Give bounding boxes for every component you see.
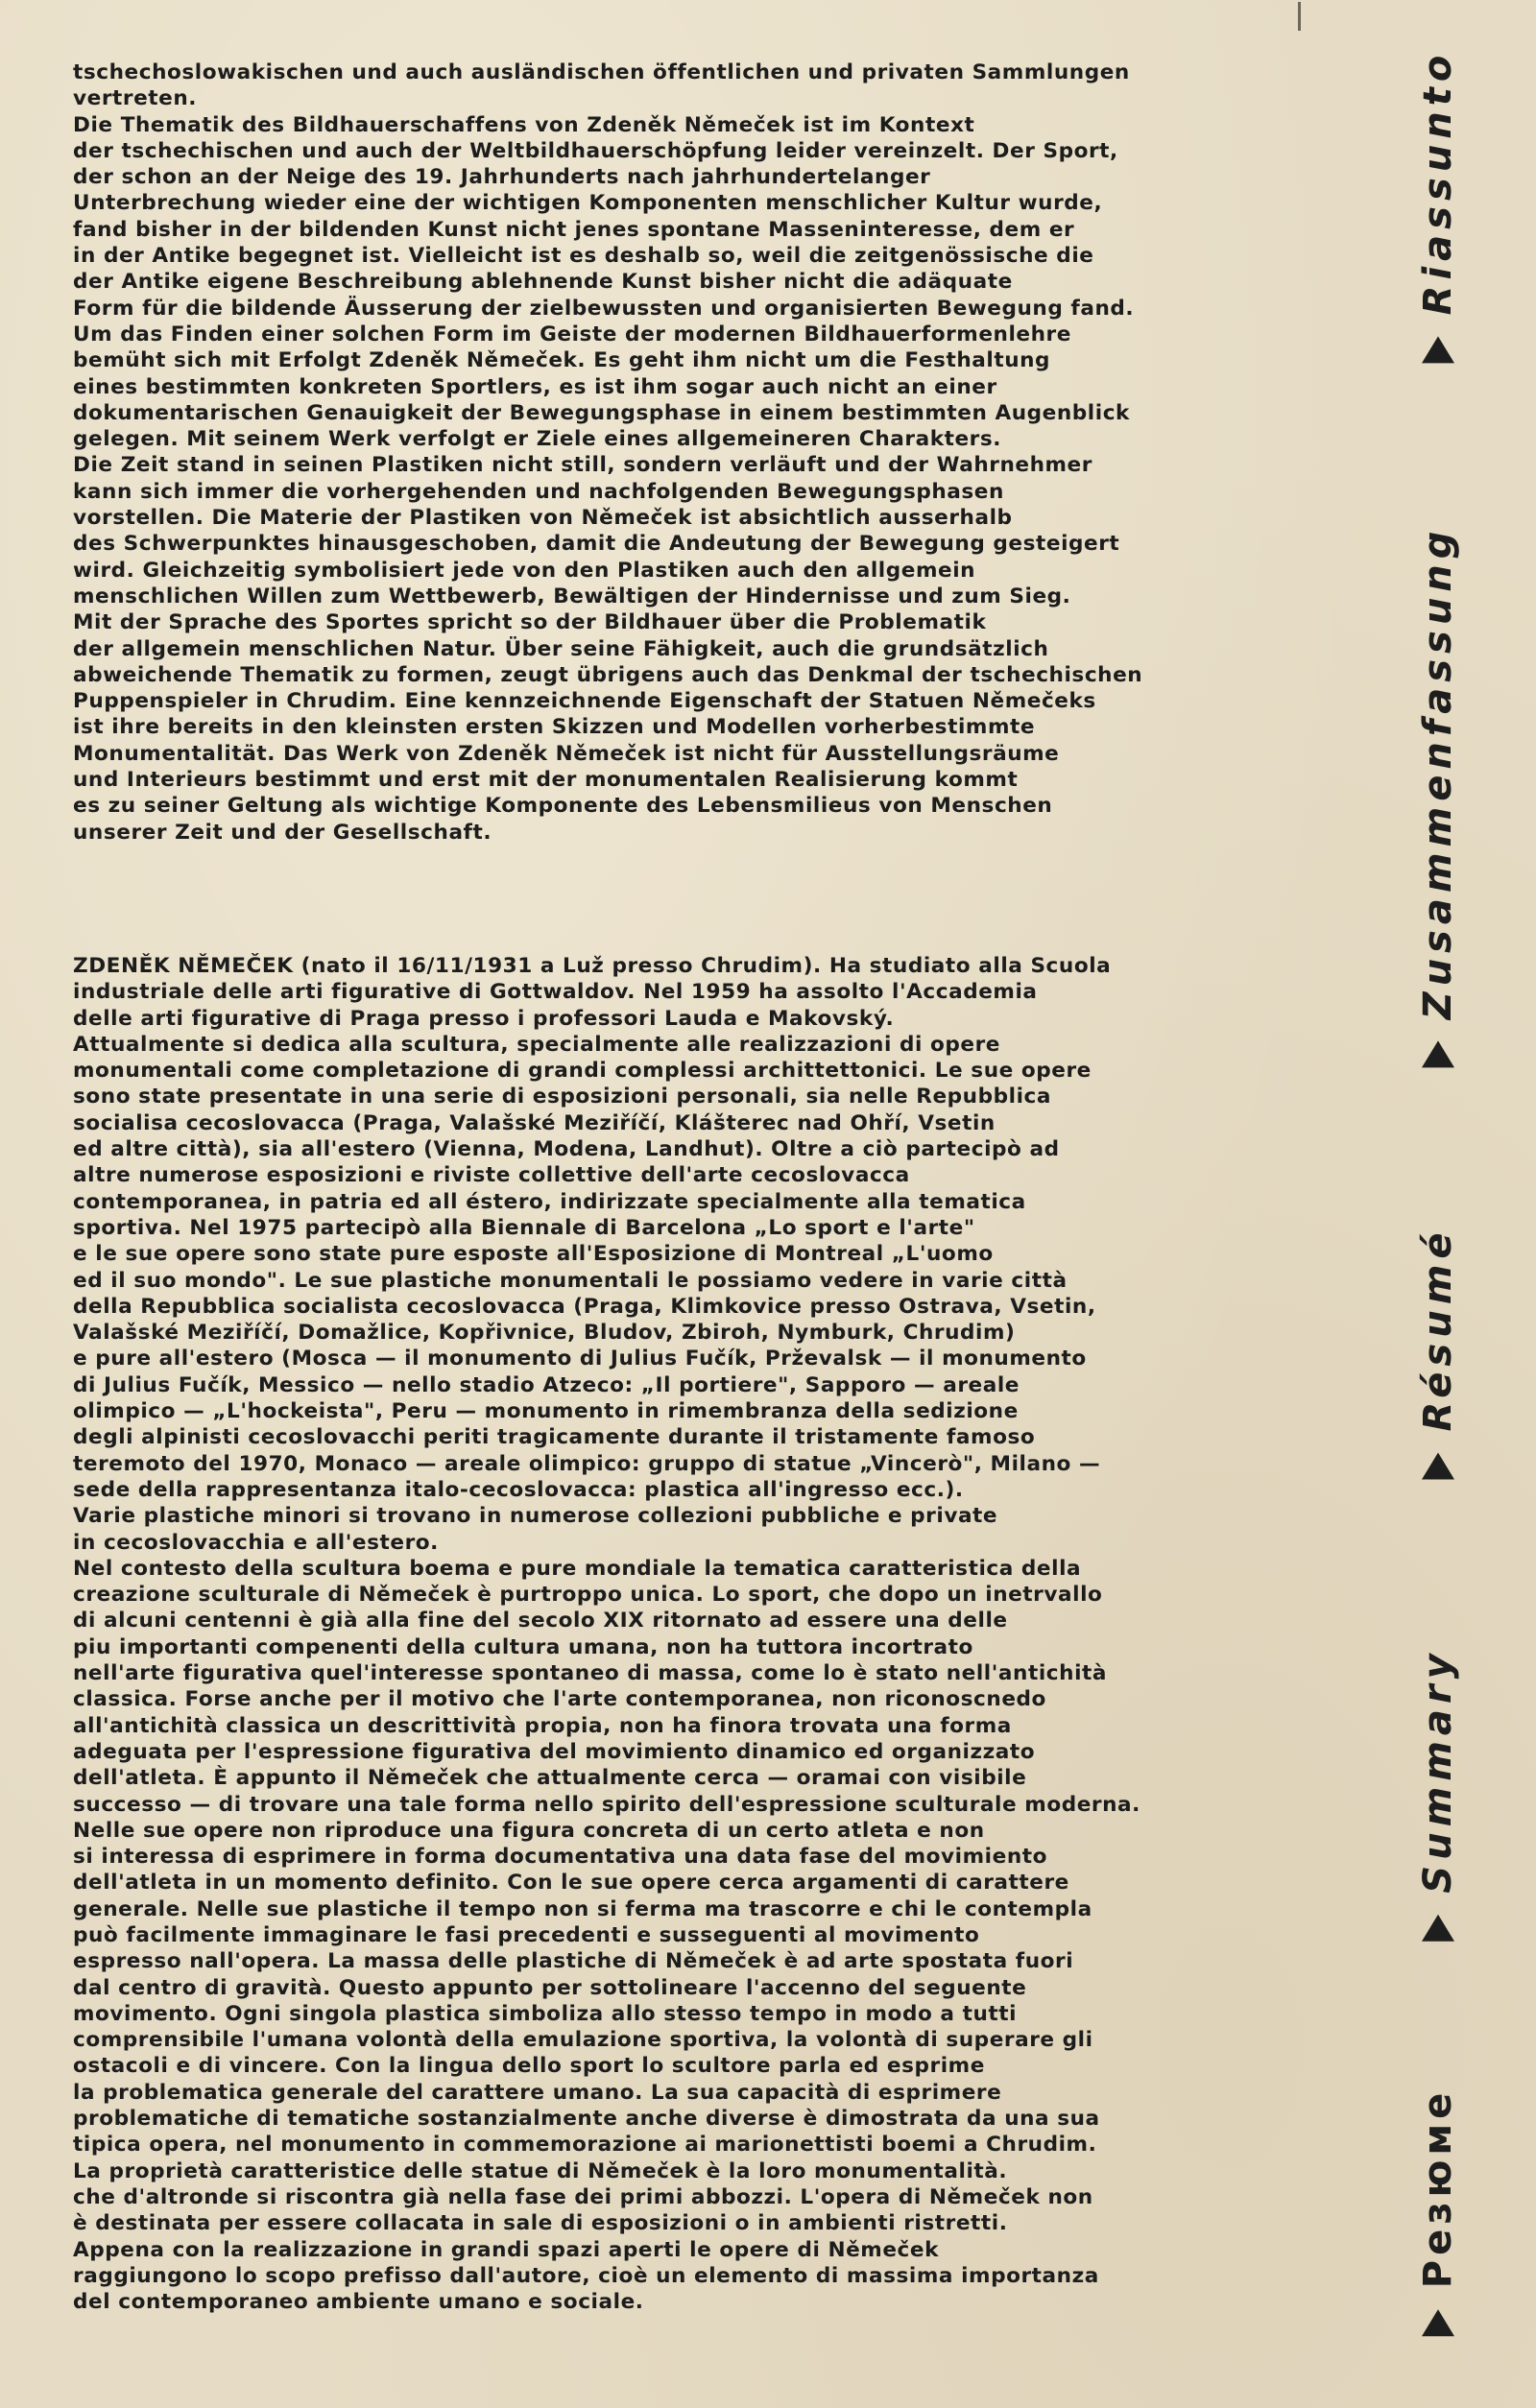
text-line: kann sich immer die vorhergehenden und nachfolgenden Bewegungsphasen [73, 479, 1004, 504]
text-line: in cecoslovacchia e all'estero. [73, 1530, 439, 1555]
text-line: generale. Nelle sue plastiche il tempo non si ferma ma trascorre e chi le contempla [73, 1896, 1092, 1921]
text-line: piu importanti compenenti della cultura umana, non ha tuttora incortrato [73, 1634, 973, 1659]
triangle-marker-icon [1422, 336, 1454, 363]
text-line: che d'altronde si riscontra già nella fase dei primi abbozzi. L'opera di Němeček non [73, 2184, 1093, 2209]
side-label-text: Zusammenfassung [1416, 525, 1460, 1020]
side-label-summary [1409, 1648, 1467, 1939]
text-line: menschlichen Willen zum Wettbewerb, Bewältigen der Hindernisse und zum Sieg. [73, 584, 1071, 608]
text-line: dell'atleta. È appunto il Němeček che attualmente cerca — oramai con visibile [73, 1766, 1027, 1791]
text-line: sono state presentate in una serie di esposizioni personali, sia nelle Repubblica [73, 1085, 1051, 1109]
text-line: ed il suo mondo". Le sue plastiche monumentali le possiamo vedere in varie città [73, 1268, 1068, 1293]
text-line: Um das Finden einer solchen Form im Geiste der modernen Bildhauerformenlehre [73, 322, 1071, 346]
text-line: sportiva. Nel 1975 partecipò alla Biennale di Barcelona „Lo sport e l'arte" [73, 1215, 975, 1240]
text-line: Die Zeit stand in seinen Plastiken nicht still, sondern verläuft und der Wahrnehmer [73, 453, 1092, 478]
text-line: creazione sculturale di Němeček è purtroppo unica. Lo sport, che dopo un inetrvallo [73, 1583, 1103, 1608]
text-line: der tschechischen und auch der Weltbildhauerschöpfung leider vereinzelt. Der Sport, [73, 138, 1118, 163]
text-line: vertreten. [73, 86, 198, 111]
text-line: in der Antike begegnet ist. Vielleicht ist es deshalb so, weil die zeitgenössische die [73, 244, 1094, 269]
text-line: der schon an der Neige des 19. Jahrhunderts nach jahrhundertelanger [73, 165, 931, 190]
text-line: Die Thematik des Bildhauerschaffens von Zdeněk Němeček ist im Kontext [73, 112, 975, 137]
text-line: movimento. Ogni singola plastica simboliza allo stesso tempo in modo a tutti [73, 2001, 1018, 2026]
text-line: unserer Zeit und der Gesellschaft. [73, 820, 492, 845]
text-line: contemporanea, in patria ed all éstero, indirizzate specialmente alla tematica [73, 1189, 1026, 1214]
text-line: classica. Forse anche per il motivo che l'arte contemporanea, non riconoscnedo [73, 1687, 1046, 1712]
text-line: può facilmente immaginare le fasi precedenti e susseguenti al movimento [73, 1922, 980, 1947]
text-line: fand bisher in der bildenden Kunst nicht jenes spontane Masseninteresse, dem er [73, 217, 1075, 242]
text-line: sede della rappresentanza italo-cecoslovacca: plastica all'ingresso ecc.). [73, 1477, 964, 1502]
text-line: Valašské Meziříčí, Domažlice, Kopřivnice, Bludov, Zbiroh, Nymburk, Chrudim) [73, 1321, 1016, 1346]
text-line: Nelle sue opere non riproduce una figura concreta di un certo atleta e non [73, 1818, 985, 1843]
text-line: Nel contesto della scultura boema e pure mondiale la tematica caratteristica della [73, 1556, 1082, 1581]
text-line: socialisa cecoslovacca (Praga, Valašské Meziříčí, Klášterec nad Ohří, Vsetin [73, 1110, 996, 1135]
triangle-marker-icon [1422, 2309, 1454, 2336]
text-line: es zu seiner Geltung als wichtige Komponente des Lebensmilieus von Menschen [73, 794, 1053, 819]
text-line: Varie plastiche minori si trovano in numerose collezioni pubbliche e private [73, 1504, 998, 1529]
text-line: des Schwerpunktes hinausgeschoben, damit die Andeutung der Bewegung gesteigert [73, 532, 1120, 557]
text-line: adeguata per l'espressione figurativa del movimiento dinamico ed organizzato [73, 1739, 1036, 1764]
side-label-text: Summary [1416, 1648, 1460, 1894]
text-line: eines bestimmten konkreten Sportlers, es ist ihm sogar auch nicht an einer [73, 374, 997, 399]
text-line: und Interieurs bestimmt und erst mit der monumentalen Realisierung kommt [73, 768, 1019, 793]
text-line: vorstellen. Die Materie der Plastiken von Němeček ist absichtlich ausserhalb [73, 506, 1013, 531]
text-line: Unterbrechung wieder eine der wichtigen Komponenten menschlicher Kultur wurde, [73, 191, 1103, 216]
text-line: si interessa di esprimere in forma documentativa una data fase del movimiento [73, 1845, 1047, 1870]
text-line: ZDENĚK NĚMEČEK (nato il 16/11/1931 a Luž presso Chrudim). Ha studiato alla Scuola [73, 954, 1112, 978]
text-line: la problematica generale del carattere umano. La sua capacità di esprimere [73, 2080, 1002, 2105]
text-line: della Repubblica socialista cecoslovacca (Praga, Klimkovice presso Ostrava, Vsetin, [73, 1294, 1096, 1319]
text-line: degli alpinisti cecoslovacchi periti tragicamente durante il tristamente famoso [73, 1425, 1036, 1450]
text-line: wird. Gleichzeitig symbolisiert jede von den Plastiken auch den allgemein [73, 558, 976, 583]
text-line: ed altre città), sia all'estero (Vienna, Modena, Landhut). Oltre a ciò partecipò ad [73, 1137, 1060, 1162]
text-line: all'antichità classica un descrittività propia, non ha finora trovata una forma [73, 1713, 1012, 1738]
text-line: der allgemein menschlichen Natur. Über seine Fähigkeit, auch die grundsätzlich [73, 636, 1049, 661]
text-line: industriale delle arti figurative di Gottwaldov. Nel 1959 ha assolto l'Accademia [73, 980, 1038, 1005]
text-line: dokumentarischen Genauigkeit der Bewegungsphase in einem bestimmten Augenblick [73, 400, 1130, 425]
side-label-resume [1409, 1219, 1467, 1488]
text-line: altre numerose esposizioni e riviste collettive dell'arte cecoslovacca [73, 1163, 910, 1188]
text-line: di alcuni centenni è già alla fine del secolo XIX ritornato ad essere una delle [73, 1609, 1008, 1633]
text-line: monumentali come completazione di grandi complessi archittettonici. Le sue opere [73, 1059, 1092, 1084]
italian-summary-text [73, 953, 1235, 2315]
triangle-marker-icon [1422, 1915, 1454, 1942]
triangle-marker-icon [1422, 1453, 1454, 1480]
triangle-marker-icon [1422, 1040, 1454, 1067]
text-line: der Antike eigene Beschreibung ablehnende Kunst bisher nicht die adäquate [73, 270, 1013, 295]
text-line: nell'arte figurativa quel'interesse spontaneo di massa, come lo è stato nell'antichità [73, 1661, 1108, 1686]
text-line: Form für die bildende Äusserung der zielbewussten und organisierten Bewegung fand. [73, 296, 1135, 321]
side-label-text: Резюме [1416, 2087, 1460, 2289]
text-line: delle arti figurative di Praga presso i professori Lauda e Makovský. [73, 1006, 895, 1031]
text-line: del contemporaneo ambiente umano e sociale. [73, 2290, 644, 2315]
text-line: abweichende Thematik zu formen, zeugt übrigens auch das Denkmal der tschechischen [73, 662, 1143, 687]
text-line: è destinata per essere collacata in sale di esposizioni o in ambienti ristretti. [73, 2211, 1008, 2236]
text-line: Monumentalität. Das Werk von Zdeněk Němeček ist nicht für Ausstellungsräume [73, 741, 1060, 766]
text-line: ist ihre bereits in den kleinsten ersten Skizzen und Modellen vorherbestimmte [73, 715, 1036, 740]
text-line: di Julius Fučík, Messico — nello stadio Atzeco: „Il portiere", Sapporo — areale [73, 1372, 1020, 1397]
text-line: espresso nall'opera. La massa delle plastiche di Němeček è ad arte spostata fuori [73, 1949, 1074, 1974]
text-line: tschechoslowakischen und auch ausländischen öffentlichen und privaten Sammlungen [73, 60, 1130, 84]
text-line: olimpico — „L'hockeista", Peru — monumento in rimembranza della sedizione [73, 1399, 1019, 1424]
text-line: successo — di trovare una tale forma nello spirito dell'espressione sculturale moderna. [73, 1792, 1140, 1817]
text-line: e le sue opere sono state pure esposte all'Esposizione di Montreal „L'uomo [73, 1242, 994, 1267]
text-line: dal centro di gravità. Questo appunto per sottolineare l'accenno del seguente [73, 1975, 1027, 2000]
text-line: gelegen. Mit seinem Werk verfolgt er Ziele eines allgemeineren Charakters. [73, 427, 1002, 452]
text-line: Mit der Sprache des Sportes spricht so der Bildhauer über die Problematik [73, 610, 987, 635]
side-label-rezume [1409, 2083, 1467, 2342]
text-line: ostacoli e di vincere. Con la lingua dello sport lo scultore parla ed esprime [73, 2054, 985, 2079]
text-line: bemüht sich mit Erfolgt Zdeněk Němeček. Es geht ihm nicht um die Festhaltung [73, 348, 1051, 373]
text-line: teremoto del 1970, Monaco — areale olimpico: gruppo di statue „Vincerò", Milano — [73, 1451, 1101, 1476]
text-line: Puppenspieler in Chrudim. Eine kennzeichnende Eigenschaft der Statuen Němečeks [73, 689, 1096, 714]
text-line: tipica opera, nel monumento in commemorazione ai marionettisti boemi a Chrudim. [73, 2133, 1097, 2158]
text-line: comprensibile l'umana volontà della emulazione sportiva, la volontà di superare gli [73, 2028, 1093, 2053]
side-label-riassunto [1409, 48, 1467, 365]
text-line: e pure all'estero (Mosca — il monumento di Julius Fučík, Prževalsk — il monumento [73, 1347, 1087, 1371]
side-label-text: Riassunto [1416, 49, 1460, 316]
print-mark [1298, 2, 1301, 31]
text-line: dell'atleta in un momento definito. Con le sue opere cerca argamenti di carattere [73, 1871, 1069, 1895]
side-label-text: Résumé [1416, 1227, 1460, 1432]
text-line: raggiungono lo scopo prefisso dall'autore, cioè un elemento di massima importanza [73, 2263, 1099, 2288]
text-line: La proprietà caratteristice delle statue di Němeček è la loro monumentalità. [73, 2158, 1008, 2183]
text-line: Appena con la realizzazione in grandi spazi aperti le opere di Němeček [73, 2237, 939, 2262]
side-label-zusammenfassung [1409, 518, 1467, 1075]
text-line: Attualmente si dedica alla scultura, specialmente alle realizzazioni di opere [73, 1032, 1000, 1057]
german-summary-text [73, 60, 1235, 846]
text-line: problematiche di tematiche sostanzialmente anche diverse è dimostrata da una sua [73, 2107, 1100, 2132]
